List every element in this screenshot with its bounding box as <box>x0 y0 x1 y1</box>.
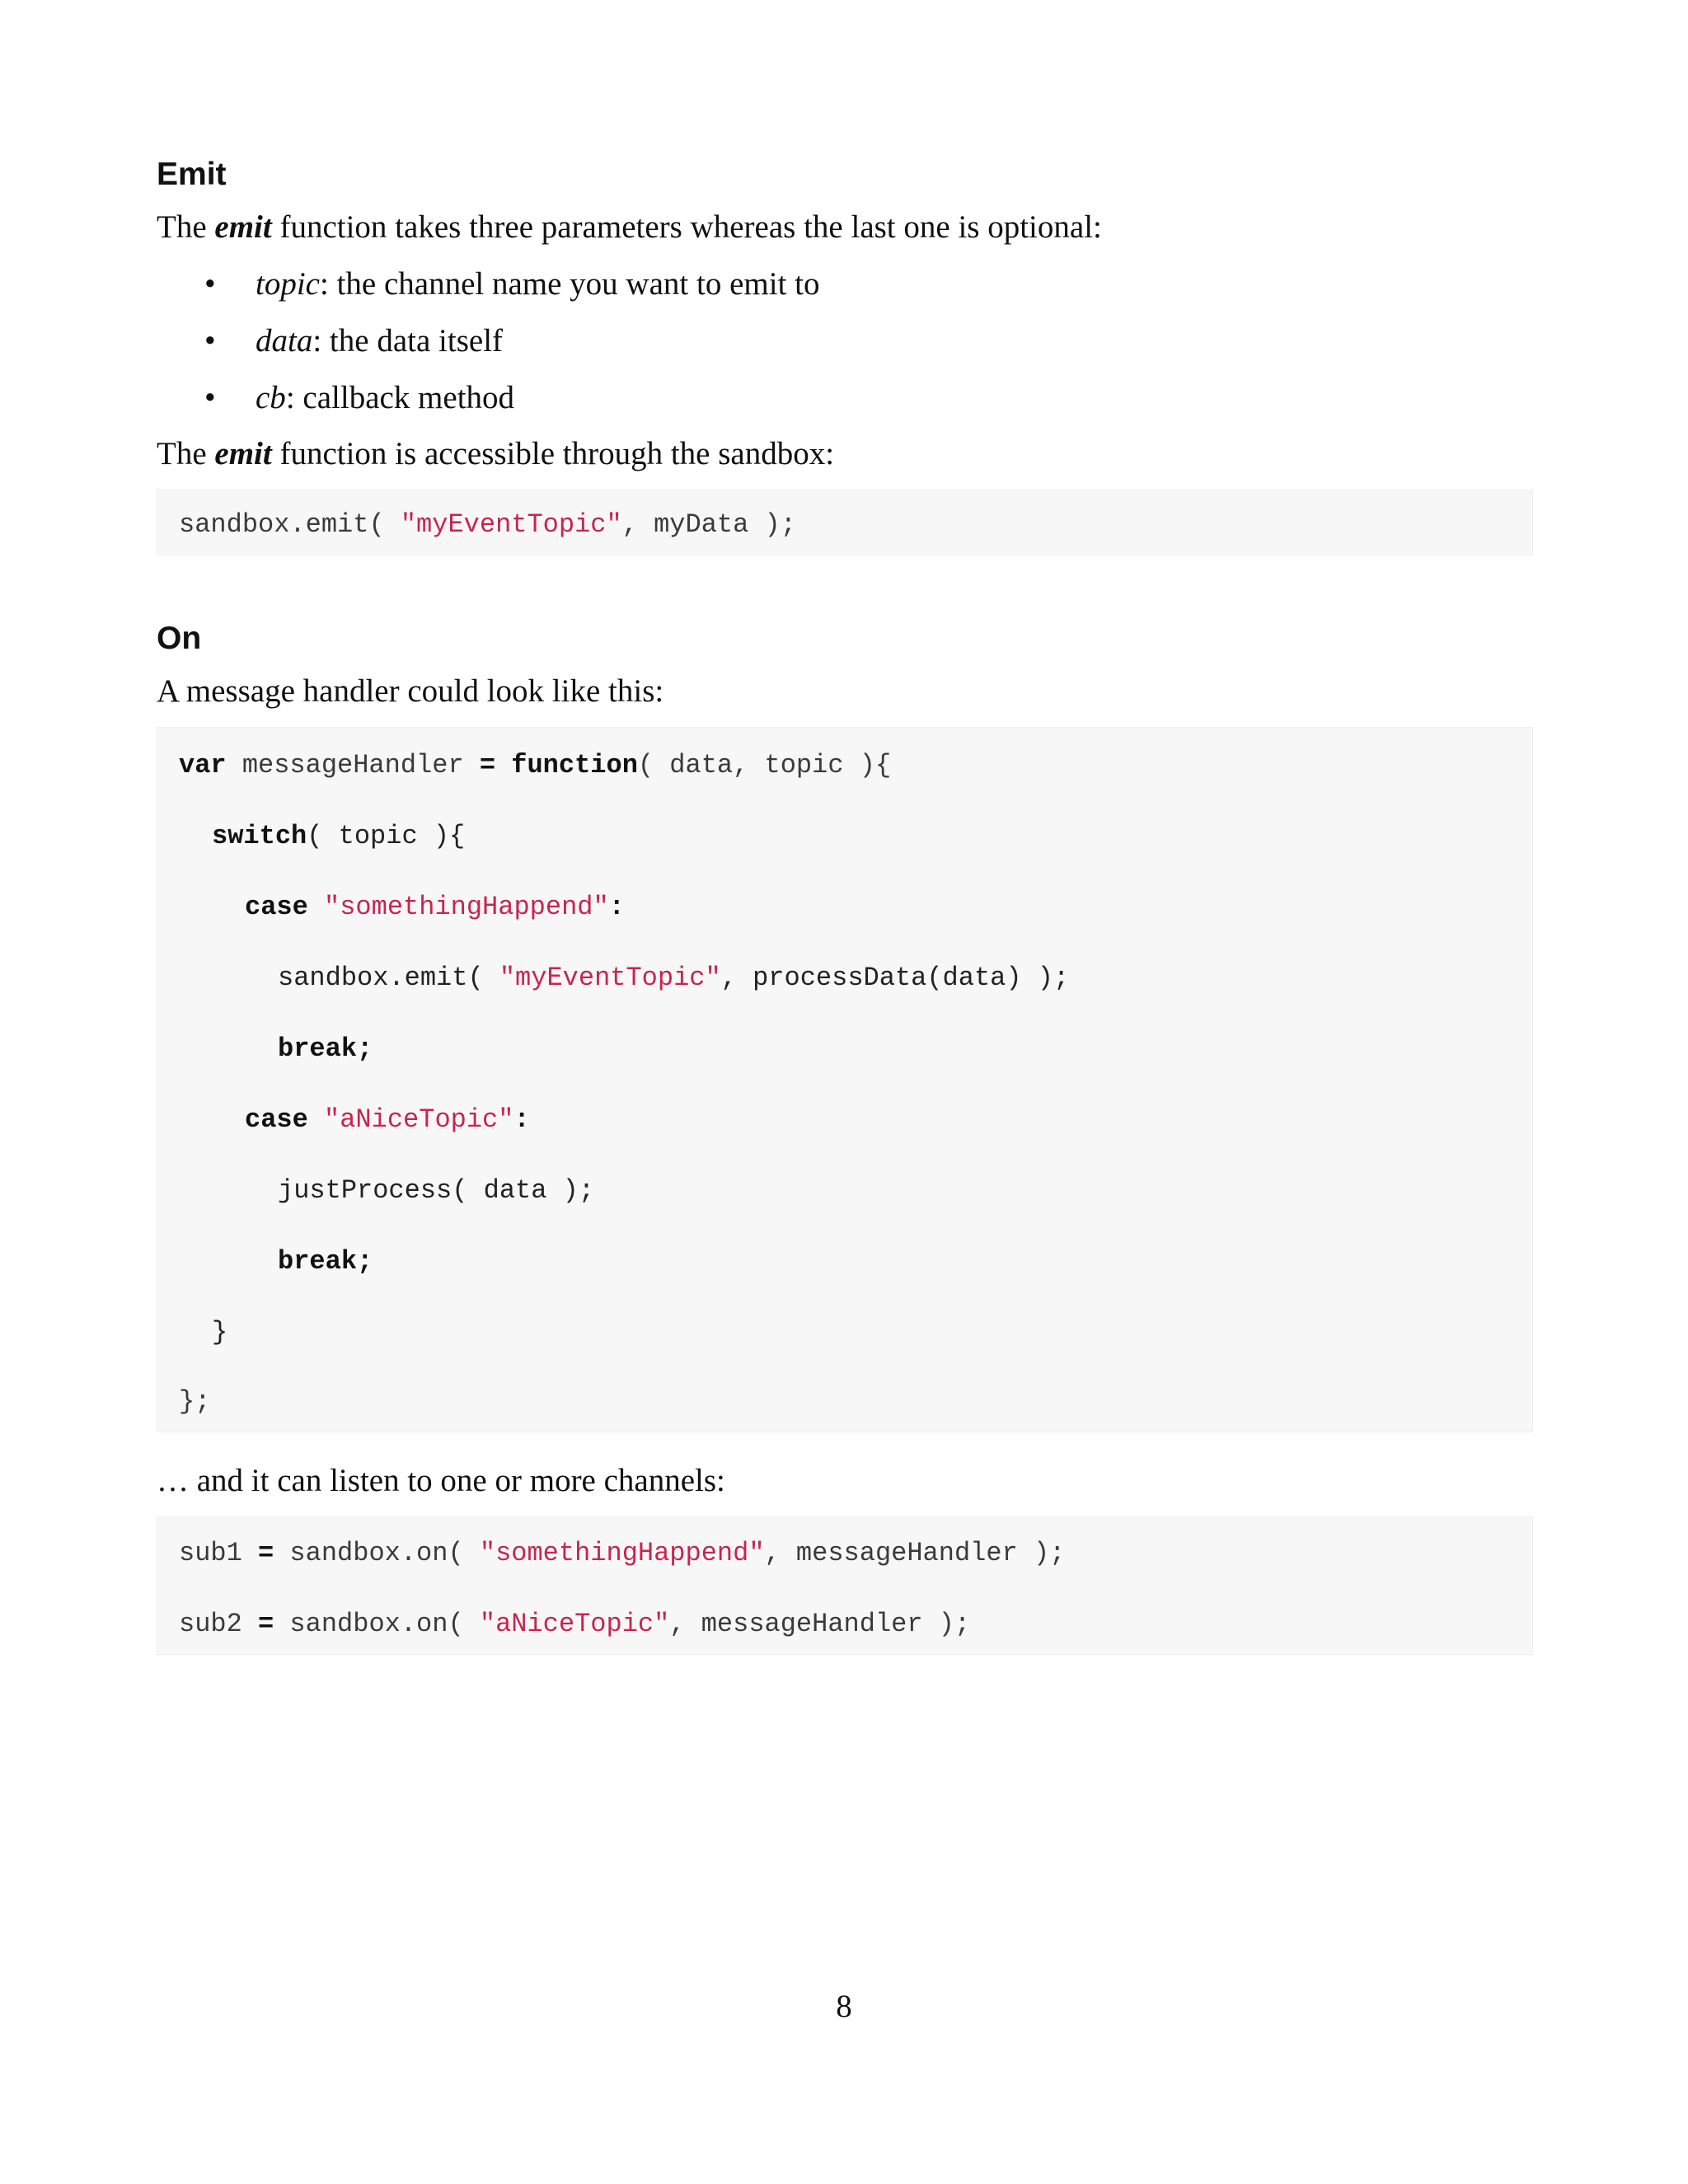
code-line: } <box>212 1317 228 1347</box>
on-heading: On <box>157 621 202 656</box>
emit-intro: The emit function takes three parameters whereas the last one is optional: <box>157 209 1102 245</box>
listen-code-block <box>157 1516 1533 1655</box>
code-line: break; <box>278 1033 373 1064</box>
page-number: 8 <box>836 1989 852 2024</box>
code-line: sub1 = sandbox.on( "somethingHappend", messageHandler ); <box>179 1538 1066 1568</box>
code-line: }; <box>179 1386 211 1417</box>
emit-access-text: The emit function is accessible through the sandbox: <box>157 436 835 471</box>
emit-keyword: emit <box>214 209 272 245</box>
bullet-icon: • <box>204 266 216 302</box>
code-line: case "aNiceTopic": <box>245 1104 530 1135</box>
code-line: sandbox.emit( "myEventTopic", myData ); <box>179 509 796 540</box>
code-line: break; <box>278 1246 373 1277</box>
code-line: case "somethingHappend": <box>245 892 625 922</box>
emit-code-block <box>157 490 1533 555</box>
bullet-icon: • <box>204 380 216 415</box>
code-line: sandbox.emit( "myEventTopic", processData(data) ); <box>278 963 1070 993</box>
bullet-icon: • <box>204 323 216 359</box>
on-intro: A message handler could look like this: <box>157 673 664 709</box>
handler-code-block <box>157 727 1533 1432</box>
emit-heading: Emit <box>157 157 227 192</box>
code-line: justProcess( data ); <box>278 1175 595 1206</box>
code-line: switch( topic ){ <box>212 821 466 851</box>
code-line: var messageHandler = function( data, topic ){ <box>179 750 892 780</box>
code-line: sub2 = sandbox.on( "aNiceTopic", messageHandler ); <box>179 1609 971 1639</box>
listen-text: … and it can listen to one or more channels: <box>157 1463 725 1498</box>
